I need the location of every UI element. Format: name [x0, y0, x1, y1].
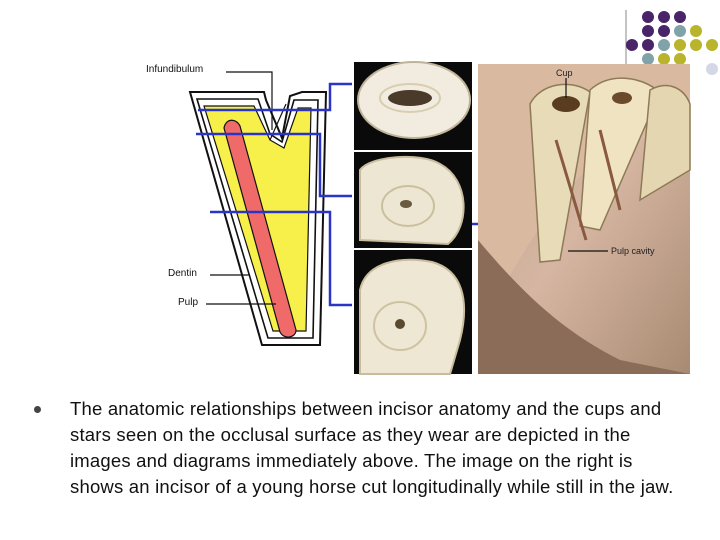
dentin-label: Dentin [168, 268, 197, 279]
jaw-cup-2 [612, 92, 632, 104]
section-photo-3-pulp [395, 319, 405, 329]
tooth-diagram [190, 72, 326, 345]
caption-text: The anatomic relationships between incisor anatomy and the cups and stars seen on the occlusal surface as they wear are depicted in the images and diagrams immediately above. The image on the right is shows an incisor of a young horse cut longitudinally while still in the jaw. [70, 398, 674, 497]
pulp-cavity-label: Pulp cavity [611, 246, 655, 256]
section-photo-2-star [400, 200, 412, 208]
pulp-label: Pulp [178, 297, 199, 308]
cross-section-photos [354, 62, 472, 374]
cup-label: Cup [556, 68, 573, 78]
section-photo-1-cup [388, 90, 432, 106]
infundibulum-label: Infundibulum [146, 64, 204, 75]
section-photo-2-tooth [360, 157, 464, 244]
bullet-marker [34, 406, 41, 413]
jaw-cup-1 [552, 96, 580, 112]
jaw-photo [478, 64, 690, 374]
